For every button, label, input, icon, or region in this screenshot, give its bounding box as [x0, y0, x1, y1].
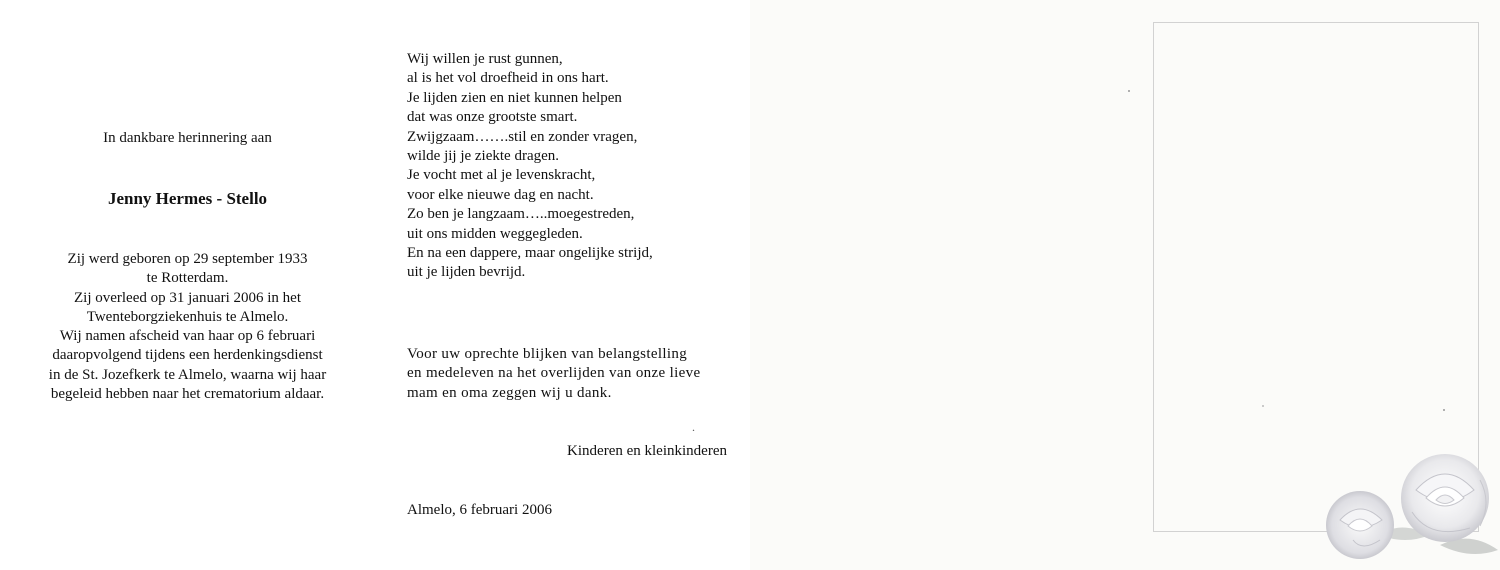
bio-line: Zij werd geboren op 29 september 1933	[67, 251, 308, 267]
thanks-line: en medeleven na het overlijden van onze lieve	[407, 365, 701, 382]
paper-speck	[1262, 405, 1264, 407]
poem-line: wilde jij je ziekte dragen.	[407, 148, 560, 165]
right-page	[750, 0, 1500, 570]
paper-speck	[1443, 409, 1445, 411]
poem-line: Zo ben je langzaam…..moegestreden,	[407, 206, 635, 223]
poem	[407, 50, 653, 283]
bio-line: daaropvolgend tijdens een herdenkingsdienst	[52, 347, 323, 364]
middle-page	[375, 0, 750, 570]
poem-line: Je vocht met al je levenskracht,	[407, 167, 596, 184]
bio-line: Zij overleed op 31 januari 2006 in het	[73, 289, 302, 306]
poem-line: uit ons midden weggegleden.	[407, 225, 583, 242]
bio-line: begeleid hebben naar het crematorium aldaar.	[50, 386, 325, 403]
poem-line: Je lijden zien en niet kunnen helpen	[407, 89, 622, 106]
poem-line: uit je lijden bevrijd.	[407, 264, 526, 281]
poem-line: al is het vol droefheid in ons hart.	[407, 70, 609, 87]
left-page	[0, 0, 375, 570]
thanks-line: mam en oma zeggen wij u dank.	[407, 384, 612, 401]
intro-text: In dankbare herinnering aan	[103, 130, 272, 146]
bio-line: te Rotterdam.	[146, 270, 229, 287]
stray-dot: .	[692, 420, 695, 434]
bio-line: Wij namen afscheid van haar op 6 februari	[59, 328, 316, 345]
bio-line: Twenteborgziekenhuis te Almelo.	[86, 308, 289, 325]
biography	[0, 250, 375, 404]
place-date: Almelo, 6 februari 2006	[407, 502, 552, 518]
paper-speck	[1128, 90, 1130, 92]
poem-line: Wij willen je rust gunnen,	[407, 51, 563, 67]
bio-line: in de St. Jozefkerk te Almelo, waarna wij haar	[48, 366, 327, 383]
signature: Kinderen en kleinkinderen	[567, 443, 727, 459]
deceased-name: Jenny Hermes - Stello	[107, 189, 268, 208]
white-roses-icon	[1320, 440, 1500, 570]
poem-line: En na een dappere, maar ongelijke strijd,	[407, 245, 653, 262]
poem-line: Zwijgzaam…….stil en zonder vragen,	[407, 128, 638, 145]
poem-line: dat was onze grootste smart.	[407, 109, 578, 126]
thanks-line: Voor uw oprechte blijken van belangstelling	[407, 346, 688, 362]
poem-line: voor elke nieuwe dag en nacht.	[407, 186, 594, 203]
thank-you-message	[407, 345, 729, 403]
